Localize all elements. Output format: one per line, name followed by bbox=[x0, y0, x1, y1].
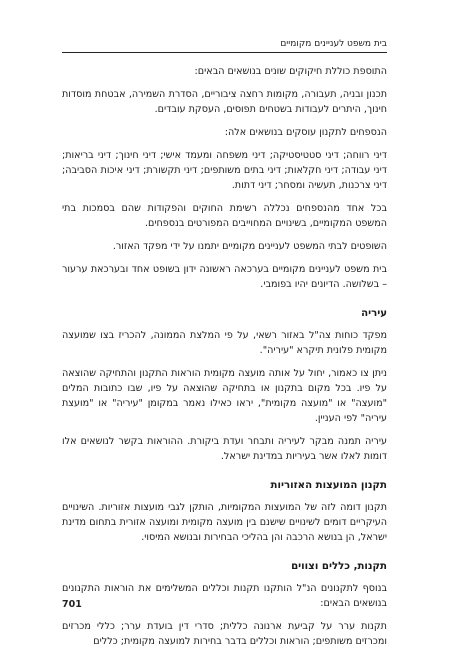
section-heading: תקנון המועצות האזוריות bbox=[270, 480, 387, 491]
running-header bbox=[62, 38, 387, 53]
paragraph: דיני רווחה; דיני סטטיסטיקה; דיני משפחה ומעמד אישי; דיני חינוך; דיני בריאות; דיני עבודה; דיני חקלאות; דיני בתים משותפים; דיני תקשורת; דיני איכות הסביבה; דיני צרכנות, תעשיה ומסחר; דיני דתות. bbox=[62, 150, 387, 191]
paragraph: התוספת כוללת חיקוקים שונים בנושאים הבאים: bbox=[194, 66, 387, 77]
paragraph: ניתן צו כאמור, יחול על אותה מועצה מקומית הוראות התקנון והתחיקה שהוצאה על פיו. בכל מקום בתקנון או בתחיקה שהוצאה על פיו, שבו כתובות המלים "מועצה" או "מועצה מקומית", יראו כאילו נאמר במקומן "עיריה" או "מועצת עיריה" לפי העניין. bbox=[62, 368, 387, 424]
paragraph: בכל אחד מהנספחים נכללה רשימת החוקים והפקודות שהם בסמכות בתי המשפט המקומיים, בשינויים המחוייבים המפורטים בנספחים. bbox=[62, 203, 387, 229]
paragraph: תכנון ובניה, תעבורה, מקומות רחצה ציבוריים, הסדרת השמירה, אבטחת מוסדות חינוך, היתרים לעבודות בשטחים תפוסים, העסקת עובדים. bbox=[62, 89, 387, 115]
paragraph: מפקד כוחות צה"ל באזור רשאי, על פי המלצת הממונה, להכריז בצו שמועצה מקומית פלונית תיקרא "עיריה". bbox=[62, 330, 387, 356]
paragraph: עיריה תמנה מבקר לעיריה ותבחר ועדת ביקורת. ההוראות בקשר לנושאים אלו דומות לאלו אשר בעיריות במדינת ישראל. bbox=[62, 436, 387, 462]
paragraph: הנספחים לתקנון עוסקים בנושאים אלה: bbox=[224, 127, 387, 138]
page-number: 701 bbox=[62, 599, 82, 610]
paragraph: בית משפט לעניינים מקומיים בערכאה ראשונה ידון בשופט אחד ובערכאת ערעור – בשלושה. הדיונים יהיו בפומבי. bbox=[62, 264, 387, 290]
section-heading: תקנות, כללים וצווים bbox=[291, 561, 387, 572]
paragraph: בנוסף לתקנונים הנ"ל הותקנו תקנות וכללים המשלימים את הוראות התקנונים בנושאים הבאים: bbox=[62, 583, 387, 609]
paragraph: תקנות ערר על קביעת ארנונה כללית; סדרי דין בועדת ערר; כללי מכרזים ומכרזים משותפים; הוראות וכללים בדבר בחירות למועצה מקומית; כללים bbox=[62, 621, 387, 647]
page-body bbox=[62, 64, 387, 657]
paragraph: תקנון דומה לזה של המועצות המקומיות, הותקן לגבי מועצות אזוריות. השינויים העיקריים דומים לשינויים שישנם בין מועצה מקומית ומועצה אזורית בתחום מדינת ישראל, הן בנושא הרכבה והן בהליכי הבחירות ובנושא המיסוי. bbox=[62, 502, 387, 543]
running-header-title: בית משפט לעניינים מקומיים bbox=[280, 39, 387, 49]
section-heading: עיריה bbox=[361, 308, 387, 319]
paragraph: השופטים לבתי המשפט לעניינים מקומיים יתמנו על ידי מפקד האזור. bbox=[112, 241, 387, 252]
